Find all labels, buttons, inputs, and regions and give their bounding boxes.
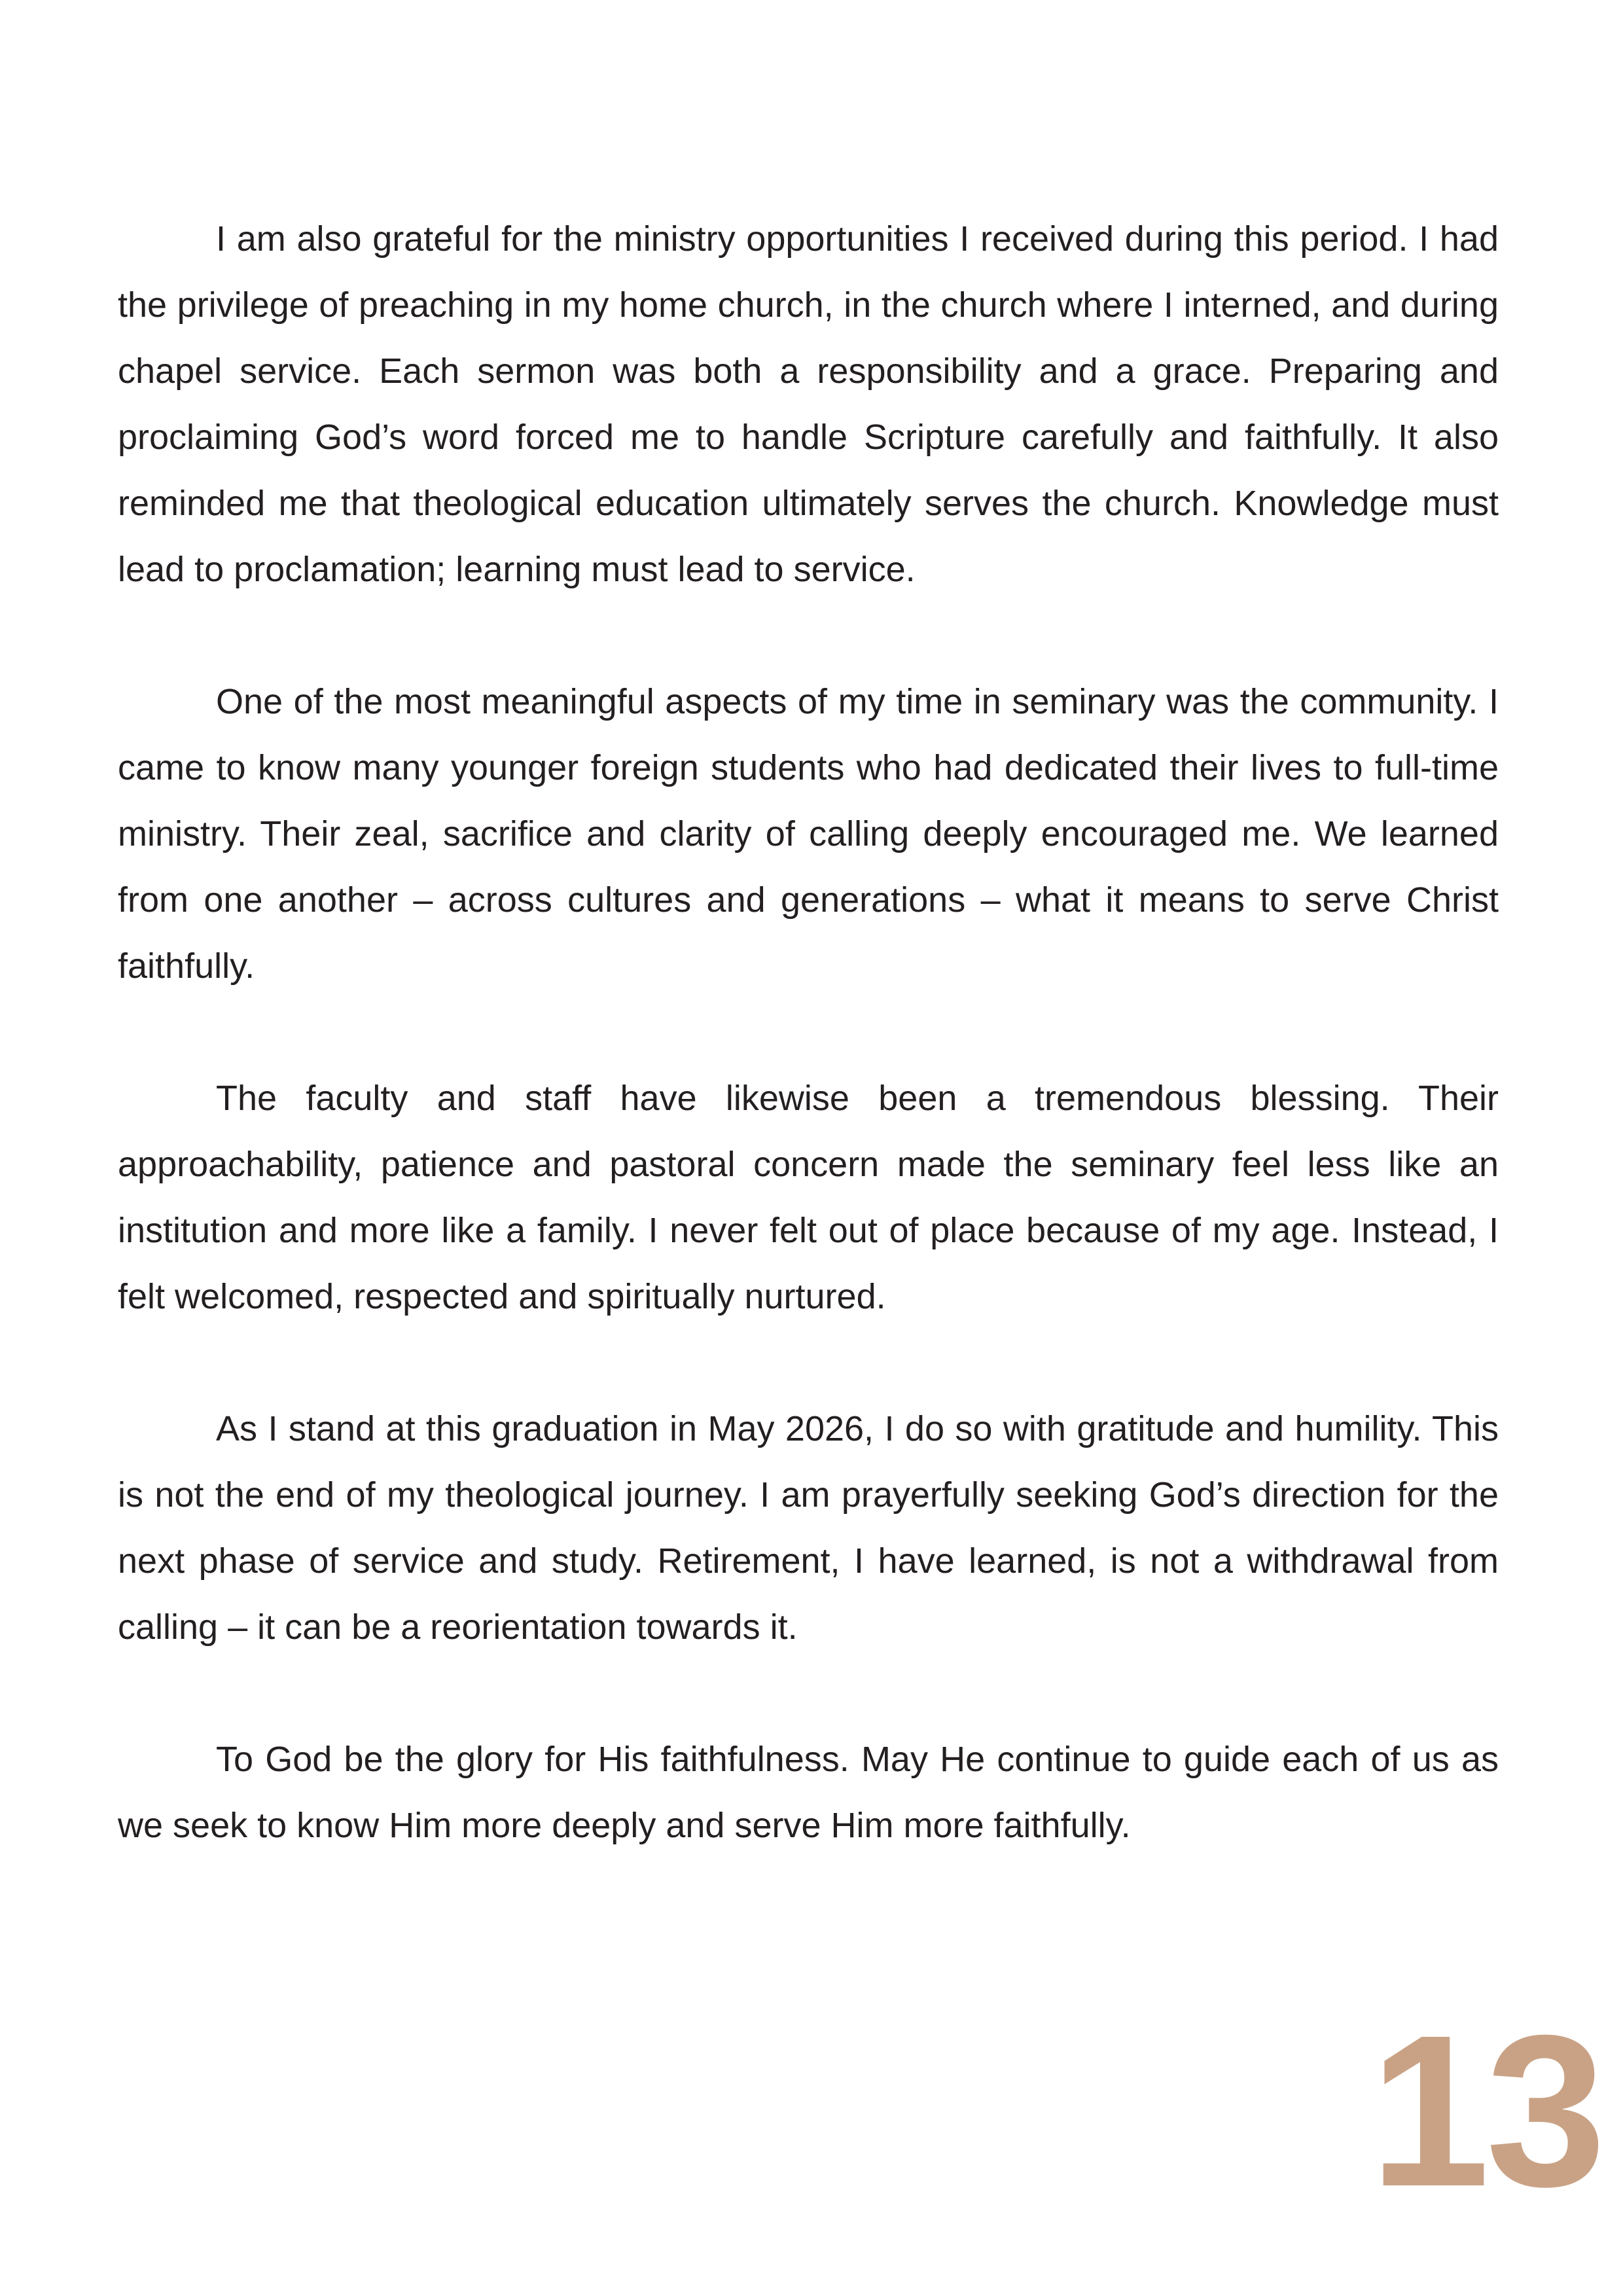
paragraph-graduation: As I stand at this graduation in May 2026, I do so with gratitude and humility. This is not the end of my theological journey. I am prayerfully seeking God’s direction for the next phase of service and study. Retirement, I have learned, is not a withdrawal from calling – it can be a reorientation towards it. [118, 1409, 1499, 1647]
body-text [118, 206, 1499, 1859]
paragraph-closing-doxology: To God be the glory for His faithfulness. May He continue to guide each of us as we seek to know Him more deeply and serve Him more faithfully. [118, 1740, 1499, 1845]
paragraph-faculty-and-staff: The faculty and staff have likewise been a tremendous blessing. Their approachability, patience and pastoral concern made the seminary feel less like an institution and more like a family. I never felt out of place because of my age. Instead, I felt welcomed, respected and spiritually nurtured. [118, 1079, 1499, 1316]
page-number: 13 [1369, 1990, 1602, 2231]
paragraph-ministry-opportunities: I am also grateful for the ministry opportunities I received during this period. I had the privilege of preaching in my home church, in the church where I interned, and during chapel service. Each sermon was both a responsibility and a grace. Preparing and proclaiming God’s word forced me to handle Scripture carefully and faithfully. It also reminded me that theological education ultimately serves the church. Knowledge must lead to proclamation; learning must lead to service. [118, 219, 1499, 589]
paragraph-seminary-community: One of the most meaningful aspects of my time in seminary was the community. I came to know many younger foreign students who had dedicated their lives to full-time ministry. Their zeal, sacrifice and clarity of calling deeply encouraged me. We learned from one another – across cultures and generations – what it means to serve Christ faithfully. [118, 682, 1499, 986]
